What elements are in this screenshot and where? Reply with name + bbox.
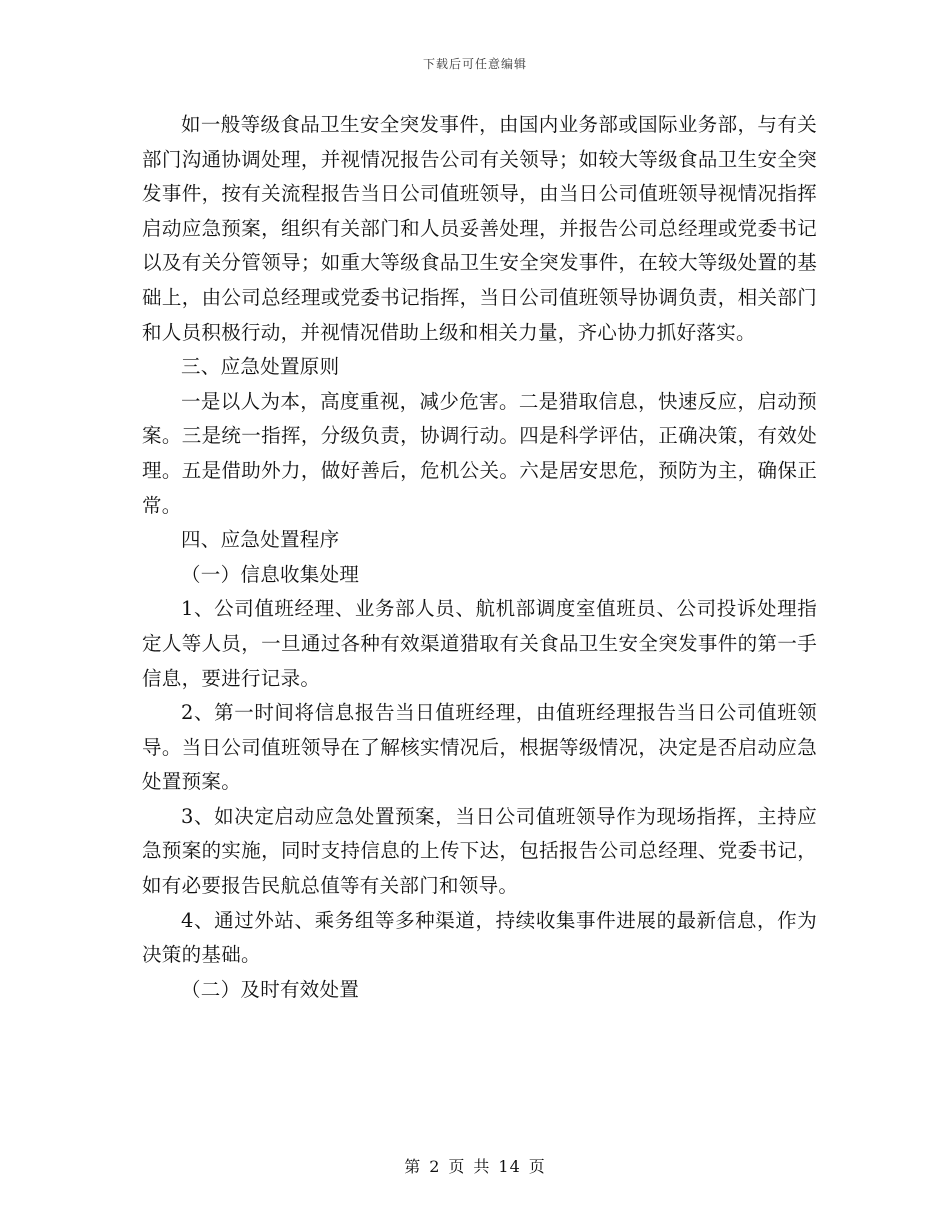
subsection-heading-info-collection: （一）信息收集处理 (181, 562, 360, 586)
footer-total-prefix: 共 (473, 1157, 491, 1176)
page-footer (0, 1154, 950, 1177)
footer-total-pages: 14 (498, 1157, 521, 1176)
paragraph-step-1: 1、公司值班经理、业务部人员、航机部调度室值班员、公司投诉处理指定人等人员，一旦通过各种有效渠道猎取有关食品卫生安全突发事件的第一手信息，要进行记录。 (142, 597, 817, 690)
document-body (142, 108, 817, 1007)
page-header: 下载后可任意编辑 (422, 57, 527, 71)
paragraph-step-2: 2、第一时间将信息报告当日值班经理，由值班经理报告当日公司值班领导。当日公司值班领导在了解核实情况后，根据等级情况，决定是否启动应急处置预案。 (142, 701, 817, 794)
footer-page-unit: 页 (448, 1157, 466, 1176)
paragraph-step-3: 3、如决定启动应急处置预案，当日公司值班领导作为现场指挥，主持应急预案的实施，同时支持信息的上传下达，包括报告公司总经理、党委书记，如有必要报告民航总值等有关部门和领导。 (142, 804, 817, 898)
footer-prefix: 第 (404, 1157, 422, 1176)
section-heading-procedure: 四、应急处置程序 (181, 528, 340, 552)
subsection-heading-timely-handling: （二）及时有效处置 (181, 977, 360, 1001)
paragraph-step-4: 4、通过外站、乘务组等多种渠道，持续收集事件进展的最新信息，作为决策的基础。 (142, 908, 817, 967)
paragraph-emergency-levels: 如一般等级食品卫生安全突发事件，由国内业务部或国际业务部，与有关部门沟通协调处理，并视情况报告公司有关领导；如较大等级食品卫生安全突发事件，按有关流程报告当日公司值班领导，由当日公司值班领导视情况指挥启动应急预案，组织有关部门和人员妥善处理，并报告公司总经理或党委书记以及有关分管领导；如重大等级食品卫生安全突发事件，在较大等级处置的基础上，由公司总经理或党委书记指挥，当日公司值班领导协调负责，相关部门和人员积极行动，并视情况借助上级和相关力量，齐心协力抓好落实。 (142, 113, 817, 344)
footer-total-unit: 页 (528, 1157, 546, 1176)
footer-page-number: 2 (429, 1157, 441, 1176)
paragraph-principles: 一是以人为本，高度重视，减少危害。二是猎取信息，快速反应，启动预案。三是统一指挥，分级负责，协调行动。四是科学评估，正确决策，有效处理。五是借助外力，做好善后，危机公关。六是居安思危，预防为主，确保正常。 (142, 389, 817, 517)
section-heading-principles: 三、应急处置原则 (181, 355, 340, 379)
